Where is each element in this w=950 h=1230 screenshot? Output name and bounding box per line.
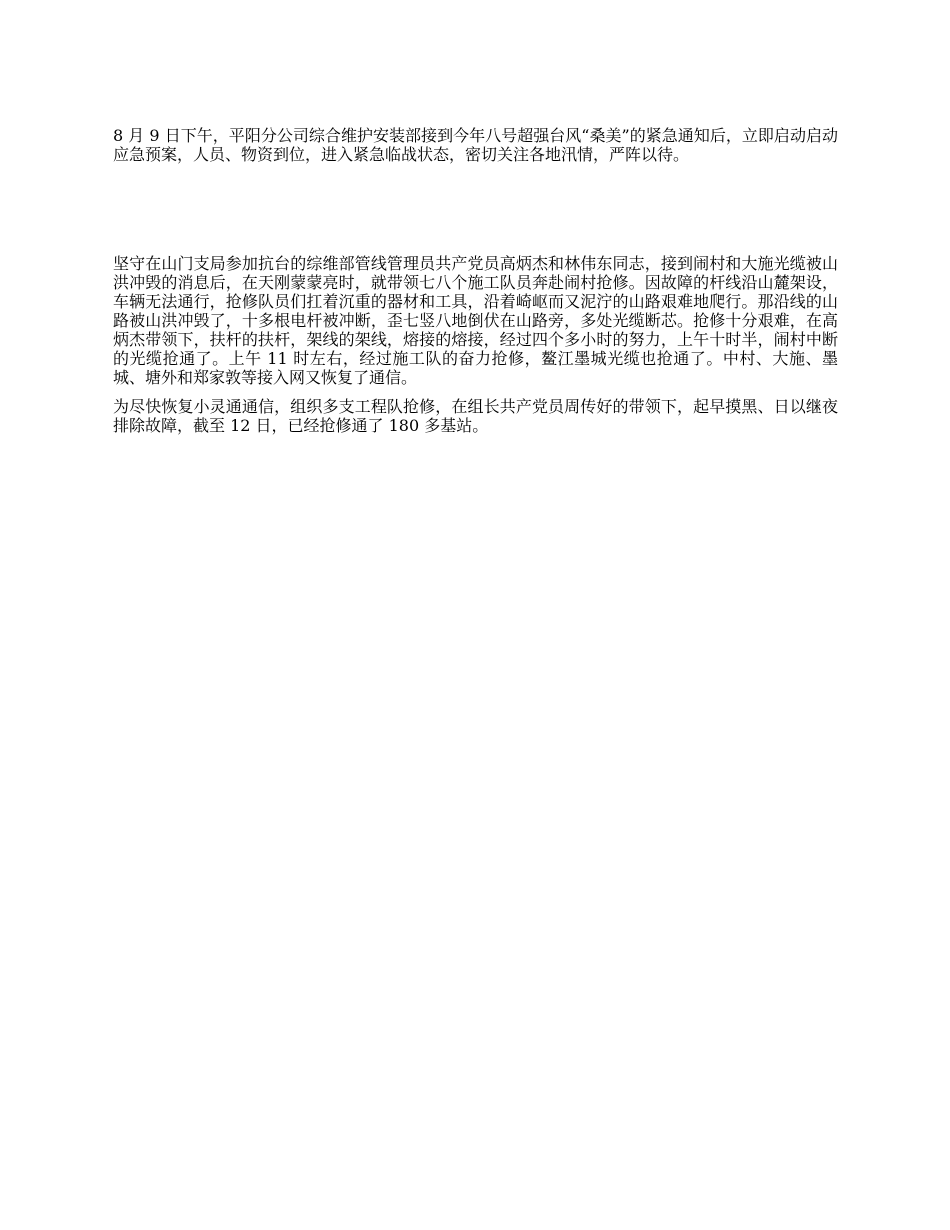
document-body: [113, 126, 838, 435]
paragraph-cable-repair: 坚守在山门支局参加抗台的综维部管线管理员共产党员高炳杰和林伟东同志，接到闹村和大施光缆被山洪冲毁的消息后，在天刚蒙蒙亮时，就带领七八个施工队员奔赴闹村抢修。因故障的杆线沿山麓架设，车辆无法通行，抢修队员们扛着沉重的器材和工具，沿着崎岖而又泥泞的山路艰难地爬行。那沿线的山路被山洪冲毁了，十多根电杆被冲断，歪七竖八地倒伏在山路旁，多处光缆断芯。抢修十分艰难，在高炳杰带领下，扶杆的扶杆，架线的架线，熔接的熔接，经过四个多小时的努力，上午十时半，闹村中断的光缆抢通了。上午 11 时左右，经过施工队的奋力抢修，鳌江墨城光缆也抢通了。中村、大施、墨城、塘外和郑家敦等接入网又恢复了通信。: [113, 254, 838, 387]
paragraph-spacer: [113, 164, 838, 254]
paragraph-emergency-notice: 8 月 9 日下午，平阳分公司综合维护安装部接到今年八号超强台风“桑美”的紧急通知后，立即启动启动应急预案，人员、物资到位，进入紧急临战状态，密切关注各地汛情，严阵以待。: [113, 126, 838, 164]
paragraph-base-station-repair: 为尽快恢复小灵通通信，组织多支工程队抢修，在组长共产党员周传好的带领下，起早摸黑、日以继夜排除故障，截至 12 日，已经抢修通了 180 多基站。: [113, 397, 838, 435]
